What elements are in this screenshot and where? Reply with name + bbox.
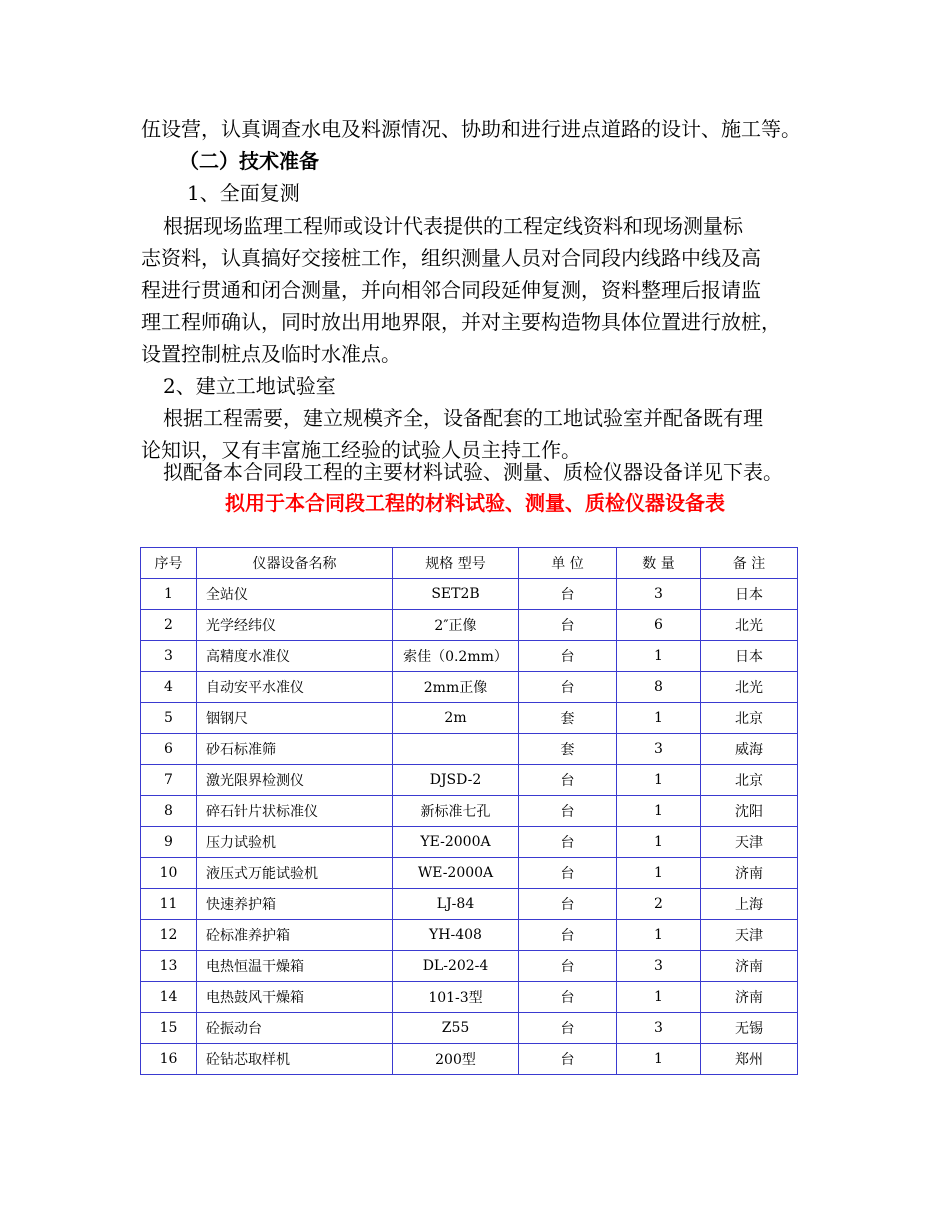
cell-no: 2: [141, 610, 197, 641]
cell-qty: 1: [617, 827, 701, 858]
paragraph-survey-line-4: 理工程师确认，同时放出用地界限，并对主要构造物具体位置进行放桩，: [141, 310, 781, 334]
cell-model: YE-2000A: [393, 827, 519, 858]
cell-unit: 台: [519, 920, 617, 951]
cell-qty: 3: [617, 1013, 701, 1044]
table-row: [141, 827, 798, 858]
cell-model: YH-408: [393, 920, 519, 951]
table-row: [141, 889, 798, 920]
cell-no: 14: [141, 982, 197, 1013]
table-row: [141, 703, 798, 734]
header-no: 序号: [141, 548, 197, 579]
cell-unit: 台: [519, 796, 617, 827]
cell-model: LJ-84: [393, 889, 519, 920]
paragraph-lab-line-2: 论知识，又有丰富施工经验的试验人员主持工作。: [141, 438, 581, 462]
cell-note: 北京: [701, 703, 798, 734]
cell-qty: 1: [617, 765, 701, 796]
cell-name: 光学经纬仪: [197, 610, 393, 641]
cell-no: 1: [141, 579, 197, 610]
cell-name: 高精度水准仪: [197, 641, 393, 672]
cell-unit: 台: [519, 889, 617, 920]
cell-unit: 台: [519, 1013, 617, 1044]
section-heading: （二）技术准备: [179, 149, 319, 173]
cell-qty: 1: [617, 796, 701, 827]
cell-model: [393, 734, 519, 765]
cell-qty: 1: [617, 858, 701, 889]
cell-name: 铟钢尺: [197, 703, 393, 734]
cell-no: 10: [141, 858, 197, 889]
cell-model: WE-2000A: [393, 858, 519, 889]
cell-unit: 套: [519, 703, 617, 734]
cell-qty: 8: [617, 672, 701, 703]
table-row: [141, 951, 798, 982]
cell-unit: 台: [519, 951, 617, 982]
paragraph-survey-line-5: 设置控制桩点及临时水准点。: [141, 342, 401, 366]
paragraph-survey-line-1: 根据现场监理工程师或设计代表提供的工程定线资料和现场测量标: [163, 214, 743, 238]
table-row: [141, 920, 798, 951]
cell-no: 3: [141, 641, 197, 672]
cell-qty: 3: [617, 951, 701, 982]
cell-note: 上海: [701, 889, 798, 920]
cell-name: 液压式万能试验机: [197, 858, 393, 889]
cell-note: 郑州: [701, 1044, 798, 1075]
cell-note: 济南: [701, 858, 798, 889]
cell-note: 威海: [701, 734, 798, 765]
cell-note: 济南: [701, 982, 798, 1013]
cell-name: 砼钻芯取样机: [197, 1044, 393, 1075]
cell-qty: 2: [617, 889, 701, 920]
cell-qty: 6: [617, 610, 701, 641]
cell-model: Z55: [393, 1013, 519, 1044]
cell-unit: 台: [519, 579, 617, 610]
cell-note: 北光: [701, 610, 798, 641]
cell-name: 砼标准养护箱: [197, 920, 393, 951]
cell-no: 4: [141, 672, 197, 703]
table-header-row: [141, 548, 798, 579]
cell-model: 2″正像: [393, 610, 519, 641]
table-row: [141, 734, 798, 765]
cell-unit: 台: [519, 982, 617, 1013]
cell-qty: 3: [617, 579, 701, 610]
cell-no: 12: [141, 920, 197, 951]
cell-model: 2m: [393, 703, 519, 734]
cell-unit: 台: [519, 858, 617, 889]
cell-model: DJSD-2: [393, 765, 519, 796]
table-row: [141, 982, 798, 1013]
cell-name: 电热恒温干燥箱: [197, 951, 393, 982]
cell-note: 北京: [701, 765, 798, 796]
cell-model: 200型: [393, 1044, 519, 1075]
cell-note: 日本: [701, 579, 798, 610]
cell-unit: 台: [519, 1044, 617, 1075]
cell-no: 7: [141, 765, 197, 796]
cell-model: 新标准七孔: [393, 796, 519, 827]
table-row: [141, 641, 798, 672]
cell-unit: 台: [519, 610, 617, 641]
equipment-table: [140, 547, 798, 1075]
cell-note: 无锡: [701, 1013, 798, 1044]
table-row: [141, 858, 798, 889]
header-qty: 数 量: [617, 548, 701, 579]
paragraph-survey-line-2: 志资料，认真搞好交接桩工作，组织测量人员对合同段内线路中线及高: [141, 246, 761, 270]
header-note: 备 注: [701, 548, 798, 579]
cell-note: 天津: [701, 827, 798, 858]
cell-qty: 3: [617, 734, 701, 765]
cell-note: 北光: [701, 672, 798, 703]
cell-no: 9: [141, 827, 197, 858]
cell-name: 砂石标准筛: [197, 734, 393, 765]
table-row: [141, 672, 798, 703]
cell-unit: 台: [519, 641, 617, 672]
cell-note: 日本: [701, 641, 798, 672]
cell-qty: 1: [617, 920, 701, 951]
cell-name: 碎石针片状标准仪: [197, 796, 393, 827]
table-row: [141, 796, 798, 827]
subsection-heading-survey: 1、全面复测: [187, 181, 300, 205]
table-body: [141, 579, 798, 1075]
cell-no: 6: [141, 734, 197, 765]
cell-unit: 台: [519, 827, 617, 858]
table-row: [141, 610, 798, 641]
cell-unit: 台: [519, 765, 617, 796]
table-row: [141, 579, 798, 610]
cell-no: 16: [141, 1044, 197, 1075]
subsection-heading-lab: 2、建立工地试验室: [163, 374, 336, 398]
paragraph-continuation: 伍设营，认真调查水电及料源情况、协助和进行进点道路的设计、施工等。: [141, 117, 801, 141]
cell-model: 2mm正像: [393, 672, 519, 703]
paragraph-lab-line-1: 根据工程需要，建立规模齐全，设备配套的工地试验室并配备既有理: [163, 406, 763, 430]
cell-name: 砼振动台: [197, 1013, 393, 1044]
cell-unit: 台: [519, 672, 617, 703]
cell-qty: 1: [617, 641, 701, 672]
cell-note: 天津: [701, 920, 798, 951]
cell-model: DL-202-4: [393, 951, 519, 982]
cell-qty: 1: [617, 1044, 701, 1075]
cell-qty: 1: [617, 703, 701, 734]
cell-no: 13: [141, 951, 197, 982]
cell-no: 5: [141, 703, 197, 734]
paragraph-table-intro: 拟配备本合同段工程的主要材料试验、测量、质检仪器设备详见下表。: [163, 460, 783, 484]
table-title: 拟用于本合同段工程的材料试验、测量、质检仪器设备表: [225, 491, 725, 515]
table-row: [141, 1044, 798, 1075]
header-model: 规格 型号: [393, 548, 519, 579]
cell-model: 索佳（0.2mm）: [393, 641, 519, 672]
cell-no: 11: [141, 889, 197, 920]
cell-name: 快速养护箱: [197, 889, 393, 920]
cell-qty: 1: [617, 982, 701, 1013]
cell-no: 15: [141, 1013, 197, 1044]
paragraph-survey-line-3: 程进行贯通和闭合测量，并向相邻合同段延伸复测，资料整理后报请监: [141, 278, 761, 302]
cell-name: 压力试验机: [197, 827, 393, 858]
table-row: [141, 765, 798, 796]
cell-name: 全站仪: [197, 579, 393, 610]
table-row: [141, 1013, 798, 1044]
cell-model: SET2B: [393, 579, 519, 610]
cell-note: 沈阳: [701, 796, 798, 827]
header-unit: 单 位: [519, 548, 617, 579]
header-name: 仪器设备名称: [197, 548, 393, 579]
cell-note: 济南: [701, 951, 798, 982]
cell-model: 101-3型: [393, 982, 519, 1013]
cell-name: 自动安平水准仪: [197, 672, 393, 703]
cell-unit: 套: [519, 734, 617, 765]
cell-no: 8: [141, 796, 197, 827]
cell-name: 激光限界检测仪: [197, 765, 393, 796]
cell-name: 电热鼓风干燥箱: [197, 982, 393, 1013]
